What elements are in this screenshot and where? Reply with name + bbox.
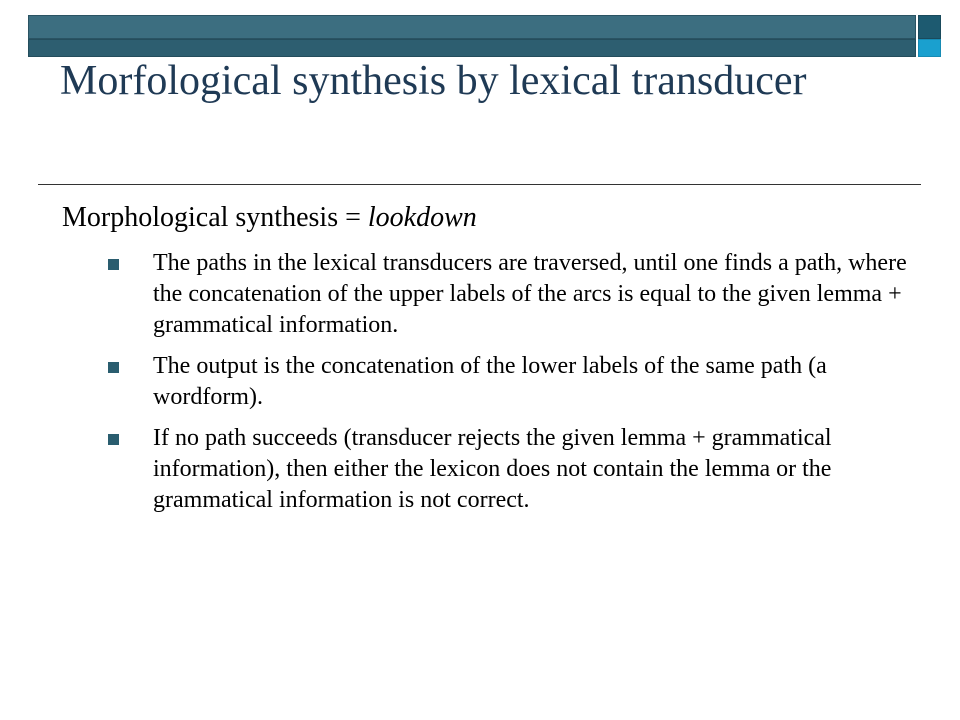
- title-divider: [38, 184, 921, 185]
- slide-title: Morfological synthesis by lexical transducer: [60, 58, 807, 104]
- top-bar-lower-stripe: [28, 39, 916, 57]
- heading-text: Morphological synthesis =: [62, 202, 368, 233]
- top-decoration-bar: [28, 15, 916, 57]
- section-heading: [62, 200, 477, 236]
- top-bar-upper-stripe: [28, 15, 916, 39]
- corner-block-lower: [918, 39, 941, 57]
- square-bullet-icon: [108, 362, 119, 373]
- heading-emphasis: lookdown: [367, 202, 477, 233]
- corner-block-upper: [918, 15, 941, 39]
- square-bullet-icon: [108, 434, 119, 445]
- bullet-text: If no path succeeds (transducer rejects the given lemma + grammatical information), then either the lexicon does not contain the lemma or the grammatical information is not correct.: [153, 425, 832, 513]
- list-item: [108, 423, 908, 516]
- list-item: [108, 248, 908, 341]
- bullet-text: The paths in the lexical transducers are traversed, until one finds a path, where the concatenation of the upper labels of the arcs is equal to the given lemma + grammatical information.: [153, 250, 907, 338]
- bullet-text: The output is the concatenation of the lower labels of the same path (a wordform).: [153, 353, 827, 410]
- square-bullet-icon: [108, 259, 119, 270]
- list-item: [108, 351, 908, 413]
- bullet-list: [108, 248, 908, 526]
